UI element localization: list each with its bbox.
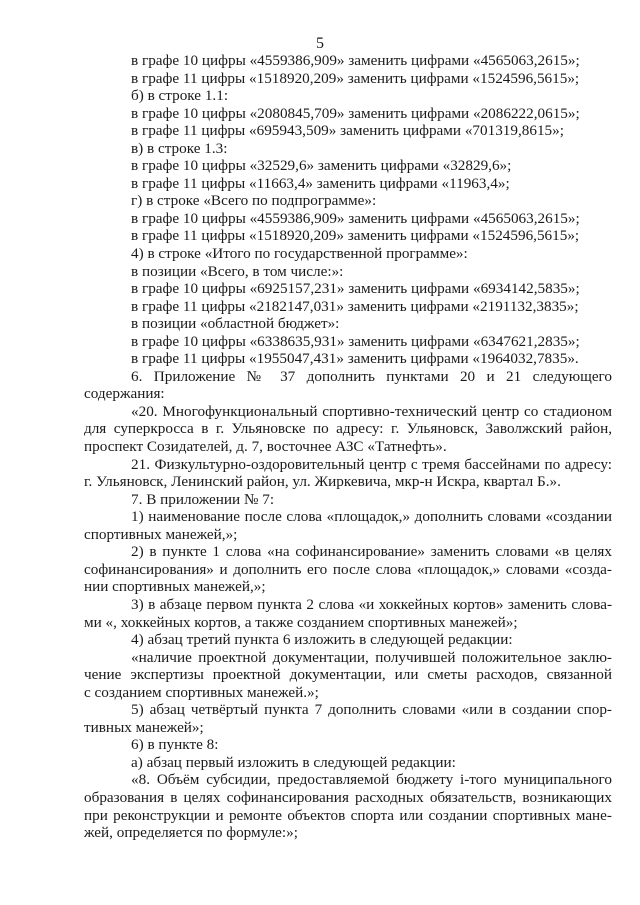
text-line: в графе 10 цифры «32529,6» заменить цифрами «32829,6»; bbox=[131, 157, 512, 175]
text-line: в графе 10 цифры «4559386,909» заменить цифрами «4565063,2615»; bbox=[131, 209, 580, 227]
text-line: 4) абзац третий пункта 6 изложить в следующей редакции: bbox=[131, 631, 513, 649]
text-line: 21. Физкультурно-оздоровительный центр с тремя бассейнами по адресу: bbox=[131, 455, 612, 473]
text-line: в графе 10 цифры «6338635,931» заменить цифрами «6347621,2835»; bbox=[131, 332, 580, 350]
text-line: в графе 11 цифры «1518920,209» заменить цифрами «1524596,5615»; bbox=[131, 227, 580, 245]
text-line: для суперкросса в г. Ульяновске по адресу: г. Ульяновск, Заволжский район, bbox=[84, 420, 612, 438]
text-line: 3) в абзаце первом пункта 2 слова «и хоккейных кортов» заменить слова- bbox=[131, 595, 612, 613]
text-line: «наличие проектной документации, получившей положительное заклю- bbox=[131, 648, 612, 666]
document-text bbox=[84, 52, 612, 842]
text-line: г. Ульяновск, Ленинский район, ул. Жиркевича, мкр-н Искра, квартал Б.». bbox=[84, 473, 561, 491]
text-line: в графе 10 цифры «6925157,231» заменить цифрами «6934142,5835»; bbox=[131, 280, 580, 298]
text-line: тивных манежей»; bbox=[84, 718, 204, 736]
text-line: содержания: bbox=[84, 385, 165, 403]
text-line: 5) абзац четвёртый пункта 7 дополнить словами «или в создании спор- bbox=[131, 701, 612, 719]
text-line: в) в строке 1.3: bbox=[131, 139, 228, 157]
text-line: софинансирования» и дополнить его после слова «площадок,» словами «созда- bbox=[84, 560, 612, 578]
text-line: в графе 11 цифры «695943,509» заменить цифрами «701319,8615»; bbox=[131, 122, 564, 140]
text-line: жей, определяется по формуле:»; bbox=[84, 824, 298, 842]
text-line: в графе 11 цифры «1518920,209» заменить цифрами «1524596,5615»; bbox=[131, 69, 580, 87]
text-line: 2) в пункте 1 слова «на софинансирование» заменить словами «в целях bbox=[131, 543, 612, 561]
text-line: с созданием спортивных манежей.»; bbox=[84, 683, 319, 701]
text-line: г) в строке «Всего по подпрограмме»: bbox=[131, 192, 377, 210]
text-line: а) абзац первый изложить в следующей редакции: bbox=[131, 753, 456, 771]
text-line: чение экспертизы проектной документации, или сметы расходов, связанной bbox=[84, 666, 612, 684]
text-line: в графе 11 цифры «2182147,031» заменить цифрами «2191132,3835»; bbox=[131, 297, 579, 315]
text-line: «20. Многофункциональный спортивно-технический центр со стадионом bbox=[131, 402, 612, 420]
text-line: 4) в строке «Итого по государственной программе»: bbox=[131, 245, 468, 263]
text-line: 1) наименование после слова «площадок,» дополнить словами «создании bbox=[131, 508, 612, 526]
text-line: в графе 10 цифры «4559386,909» заменить цифрами «4565063,2615»; bbox=[131, 52, 580, 69]
text-line: спортивных манежей,»; bbox=[84, 525, 238, 543]
page-number: 5 bbox=[316, 35, 324, 52]
text-line: 6) в пункте 8: bbox=[131, 736, 219, 754]
text-line: ми «, хоккейных кортов, а также созданием спортивных манежей»; bbox=[84, 613, 518, 631]
text-line: «8. Объём субсидии, предоставляемой бюджету i-того муниципального bbox=[131, 771, 612, 789]
text-line: образования в целях софинансирования расходных обязательств, возникающих bbox=[84, 788, 612, 806]
text-line: б) в строке 1.1: bbox=[131, 87, 229, 105]
text-line: при реконструкции и ремонте объектов спорта или создании спортивных мане- bbox=[84, 806, 612, 824]
text-line: в графе 11 цифры «11663,4» заменить цифрами «11963,4»; bbox=[131, 174, 510, 192]
text-line: 7. В приложении № 7: bbox=[131, 490, 275, 508]
text-line: в графе 11 цифры «1955047,431» заменить цифрами «1964032,7835». bbox=[131, 350, 579, 368]
text-line: в позиции «Всего, в том числе:»: bbox=[131, 262, 344, 280]
text-line: в позиции «областной бюджет»: bbox=[131, 315, 340, 333]
text-line: в графе 10 цифры «2080845,709» заменить цифрами «2086222,0615»; bbox=[131, 104, 580, 122]
text-line: проспект Созидателей, д. 7, восточнее АЗС «Татнефть». bbox=[84, 438, 447, 456]
text-line: нии спортивных манежей,»; bbox=[84, 578, 266, 596]
text-line: 6. Приложение № 37 дополнить пунктами 20 и 21 следующего bbox=[131, 367, 612, 385]
